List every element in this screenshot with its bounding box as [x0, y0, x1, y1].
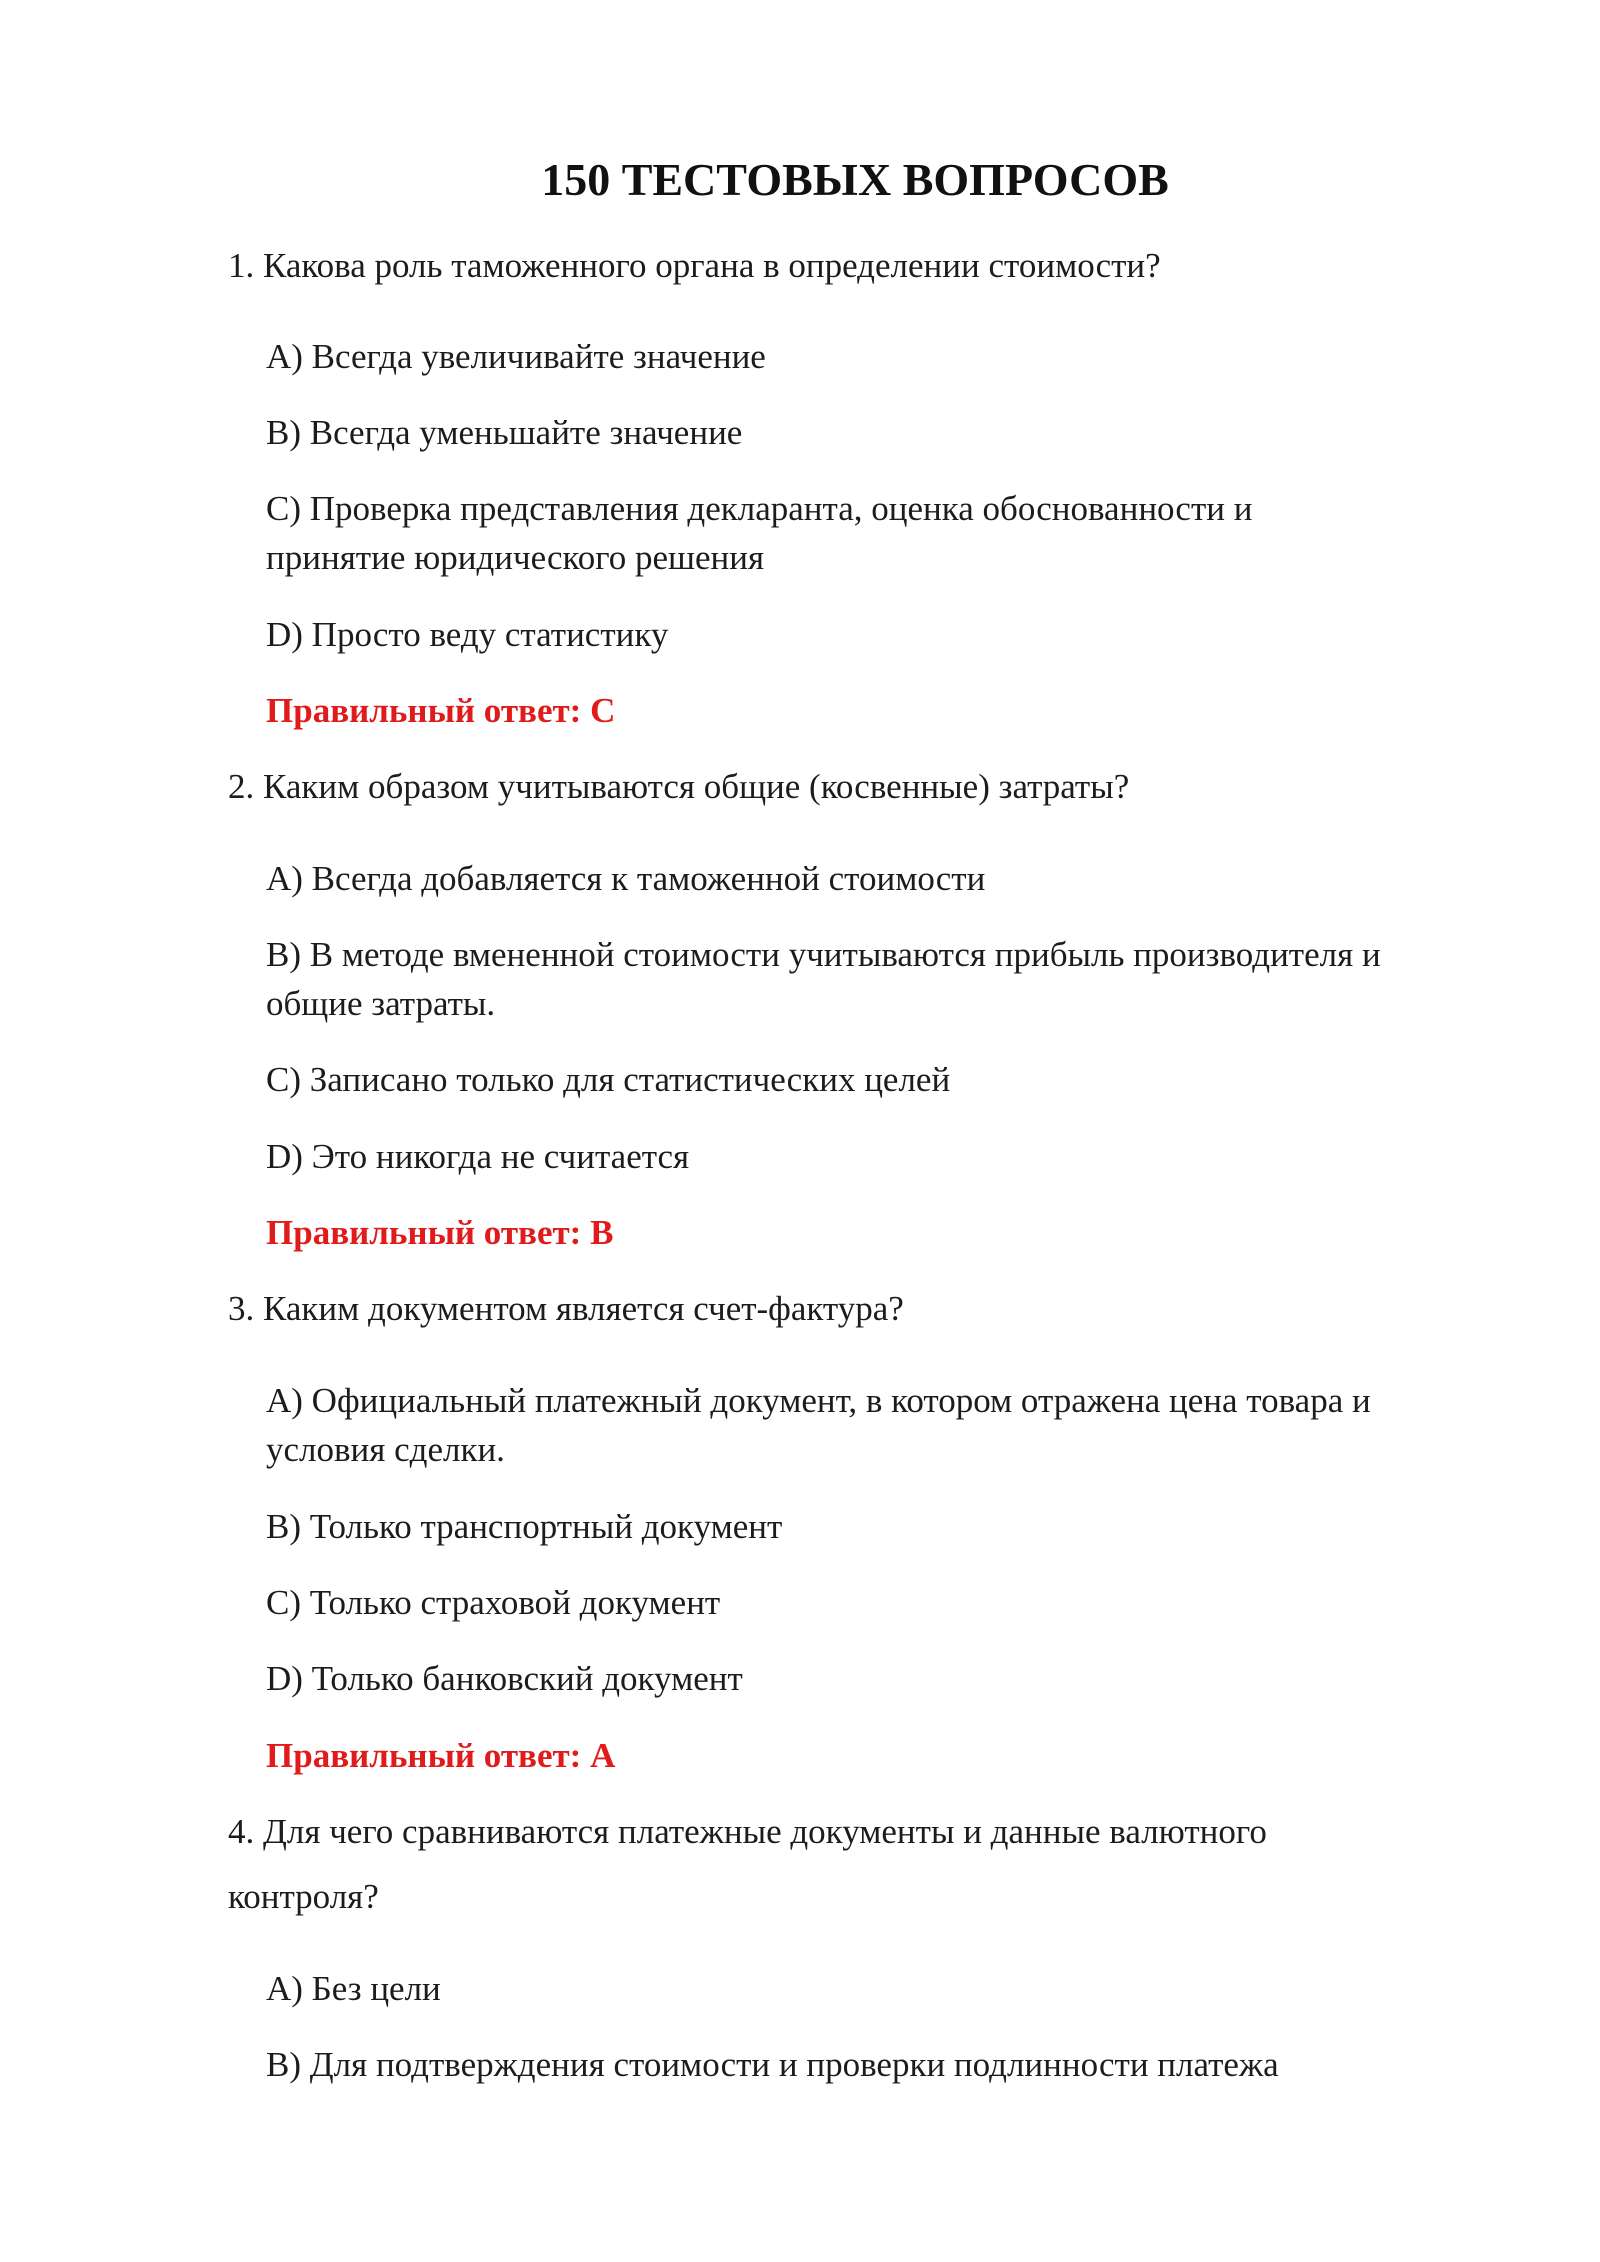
- question-2-correct-answer: Правильный ответ: B: [266, 1213, 614, 1252]
- question-4-option-b: B) Для подтверждения стоимости и проверки подлинности платежа: [266, 2045, 1279, 2084]
- question-1-option-c-continued: принятие юридического решения: [266, 538, 765, 577]
- question-3-option-a-continued: условия сделки.: [266, 1430, 505, 1469]
- question-2-text: 2. Каким образом учитываются общие (косвенные) затраты?: [228, 767, 1130, 806]
- question-1-text: 1. Какова роль таможенного органа в определении стоимости?: [228, 246, 1161, 285]
- question-3-text: 3. Каким документом является счет-фактура?: [228, 1289, 904, 1328]
- page-title: 150 ТЕСТОВЫХ ВОПРОСОВ: [541, 154, 1169, 205]
- question-3-option-a: A) Официальный платежный документ, в котором отражена цена товара и: [266, 1381, 1371, 1420]
- question-3-option-d: D) Только банковский документ: [266, 1659, 743, 1698]
- question-1-option-d: D) Просто веду статистику: [266, 615, 669, 654]
- question-2-option-b-continued: общие затраты.: [266, 984, 496, 1023]
- question-2-option-c: C) Записано только для статистических целей: [266, 1060, 951, 1099]
- question-2-option-d: D) Это никогда не считается: [266, 1137, 690, 1176]
- question-3-correct-answer: Правильный ответ: A: [266, 1736, 616, 1775]
- question-1-option-a: A) Всегда увеличивайте значение: [266, 337, 766, 376]
- question-1-option-c: C) Проверка представления декларанта, оценка обоснованности и: [266, 489, 1253, 528]
- question-4-option-a: A) Без цели: [266, 1969, 441, 2008]
- question-4-text: 4. Для чего сравниваются платежные документы и данные валютного: [228, 1812, 1267, 1851]
- question-3-option-b: B) Только транспортный документ: [266, 1507, 783, 1546]
- question-2-option-a: A) Всегда добавляется к таможенной стоимости: [266, 859, 986, 898]
- question-4-text-continued: контроля?: [228, 1877, 379, 1916]
- question-3-option-c: C) Только страховой документ: [266, 1583, 721, 1622]
- question-2-option-b: B) В методе вмененной стоимости учитываются прибыль производителя и: [266, 935, 1381, 974]
- question-1-option-b: B) Всегда уменьшайте значение: [266, 413, 743, 452]
- question-1-correct-answer: Правильный ответ: C: [266, 691, 616, 730]
